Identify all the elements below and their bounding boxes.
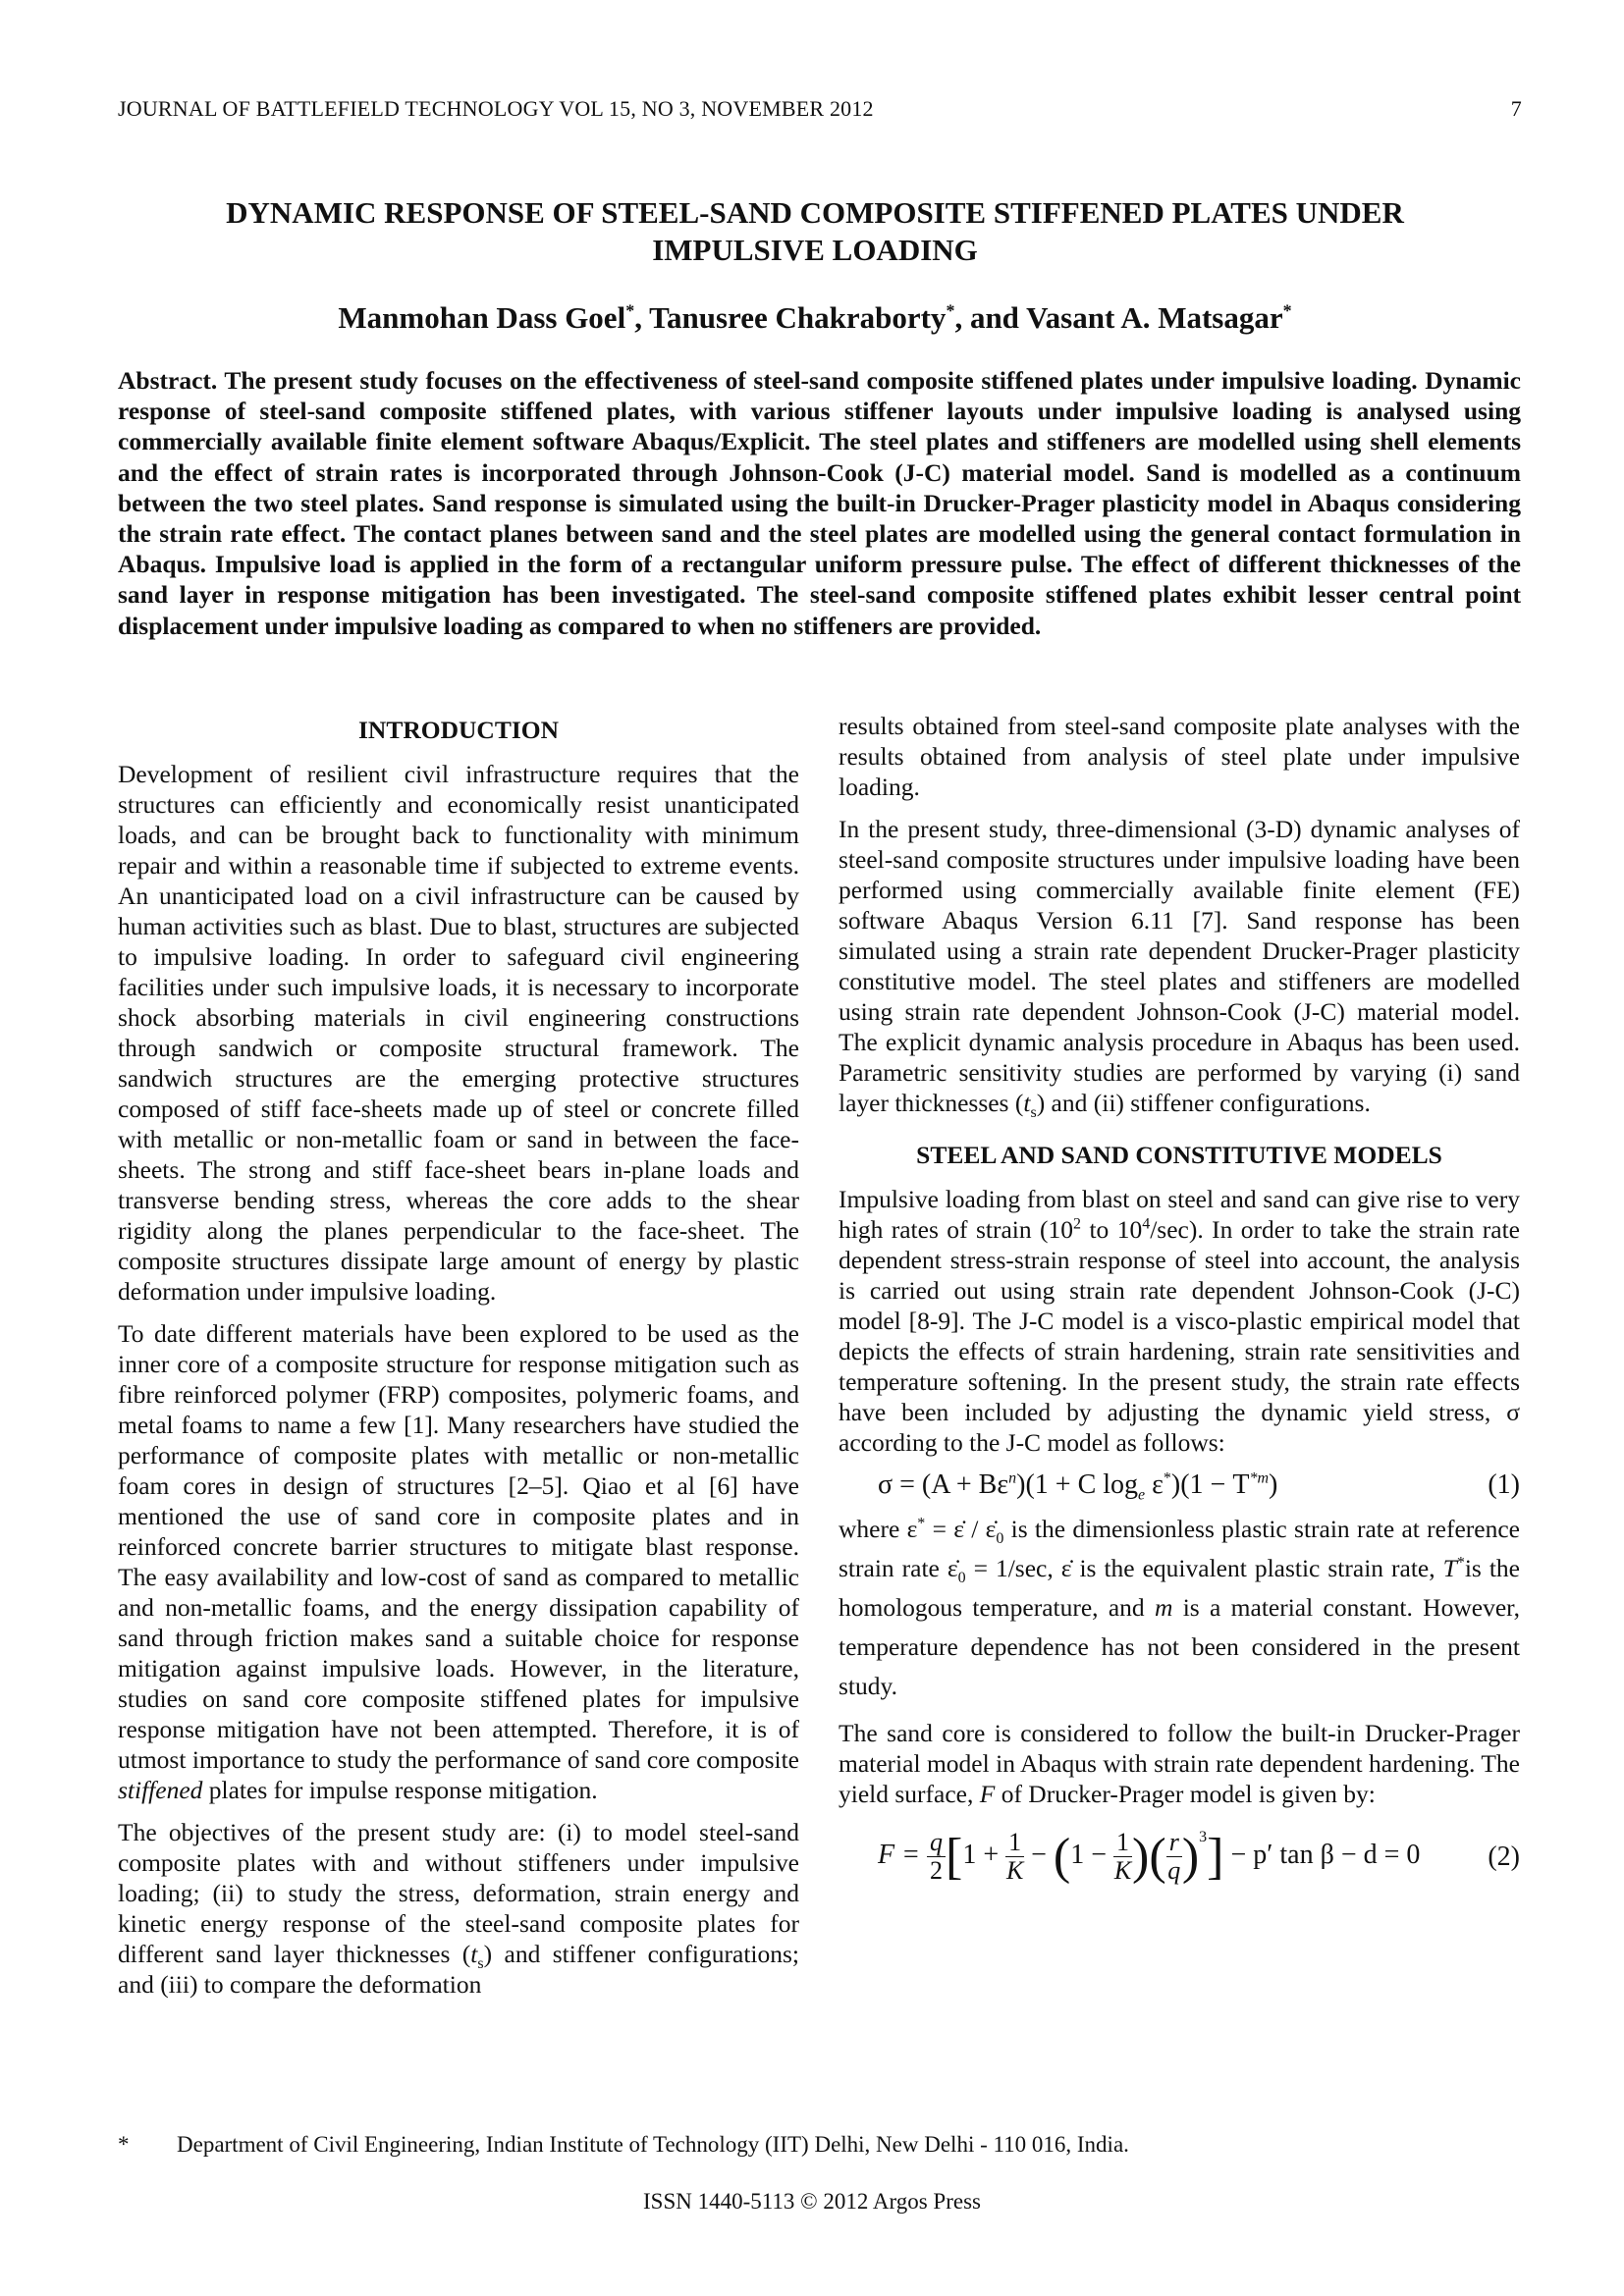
superscript: 4 (1142, 1215, 1151, 1233)
footnote-text: Department of Civil Engineering, Indian Institute of Technology (IIT) Delhi, New Delhi - 110 016, India. (177, 2132, 1129, 2157)
eq-part: 1 + (962, 1839, 1006, 1870)
subscript: 0 (996, 1530, 1004, 1548)
text: where ε (839, 1515, 918, 1543)
superscript: * (1456, 1554, 1465, 1572)
section-heading-constitutive-models: STEEL AND SAND CONSTITUTIVE MODELS (916, 1141, 1442, 1169)
denominator: K (1113, 1856, 1132, 1885)
text: = 1/sec, ε̇ is the equivalent plastic strain rate, (965, 1554, 1443, 1582)
text: plates for impulse response mitigation. (202, 1776, 598, 1804)
page-number: 7 (1510, 96, 1522, 121)
eq-part: 1 − (1070, 1839, 1114, 1870)
author: Vasant A. Matsagar (1026, 300, 1283, 335)
numerator: r (1166, 1829, 1182, 1857)
exponent: 3 (1199, 1828, 1208, 1845)
fraction (1166, 1829, 1182, 1885)
text: to 10 (1081, 1215, 1143, 1244)
eq-part: − (1024, 1839, 1054, 1870)
denominator: 2 (930, 1856, 943, 1885)
text: is the dimensionless plastic strain rate at reference strain rate ε̇ (839, 1515, 1520, 1582)
symbol: t (470, 1940, 478, 1968)
text: To date different materials have been explored to be used as the inner core of a composite structure for response mitigation such as fibre reinforced polymer (FRP) composites, polymeric foams, and metal foams to name a few [1]. Many researchers have studied the performance of composite plates with metallic or non-metallic foam cores in design of structures [2–5]. Qiao et al [6] have mentioned the use of sand core in composite plates and in reinforced concrete barrier structures to mitigate blast response. The easy availability and low-cost of sand as compared to metallic and non-metallic foams, and the energy dissipation capability of sand through friction makes sand a suitable choice for response mitigation against impulsive loads. However, in the literature, studies on sand core composite stiffened plates for impulsive response mitigation have not been attempted. Therefore, it is of utmost importance to study the performance of sand core composite (118, 1319, 799, 1774)
numerator: 1 (1113, 1829, 1132, 1857)
text: is a material constant. However, temperature dependence has not been considered in the present study. (839, 1593, 1520, 1700)
fraction (1005, 1829, 1024, 1885)
paragraph (118, 1318, 799, 1805)
paragraph (839, 1718, 1520, 1809)
paragraph (839, 1184, 1520, 1458)
paragraph (839, 1510, 1520, 1706)
footnote (118, 2132, 1129, 2158)
eq-part: ε (1145, 1469, 1164, 1500)
issn-footer: ISSN 1440-5113 © 2012 Argos Press (643, 2189, 981, 2214)
text: = ε̇ / ε̇ (925, 1515, 997, 1543)
symbol: F (979, 1780, 996, 1808)
paragraph: results obtained from steel-sand composite plate analyses with the results obtained from analysis of steel plate under impulsive loading. (839, 712, 1520, 801)
abstract: Abstract. The present study focuses on the effectiveness of steel-sand composite stiffened plates under impulsive loading. Dynamic response of steel-sand composite stiffened plates, with various stiffener layouts under impulsive loading is analysed using commercially available finite element software Abaqus/Explicit. The steel plates and stiffeners are modelled using shell elements and the effect of strain rates is incorporated through Johnson-Cook (J-C) material model. Sand is modelled as a continuum between the two steel plates. Sand response is simulated using the built-in Drucker-Prager plasticity model in Abaqus considering the strain rate effect. The contact planes between sand and the steel plates are modelled using the general contact formulation in Abaqus. Impulsive load is applied in the form of a rectangular uniform pressure pulse. The effect of different thicknesses of the sand layer in response mitigation has been investigated. The steel-sand composite stiffened plates exhibit lesser central point displacement under impulsive loading as compared to when no stiffeners are provided. (118, 366, 1521, 640)
footnote-mark: * (118, 2132, 130, 2157)
text: of Drucker-Prager model is given by: (995, 1780, 1376, 1808)
journal-name: JOURNAL OF BATTLEFIELD TECHNOLOGY VOL 15, NO 3, NOVEMBER 2012 (118, 96, 874, 121)
equation-body (878, 1469, 1278, 1504)
equation-1 (839, 1469, 1520, 1504)
right-column (839, 711, 1520, 1895)
eq-part: )(1 + C log (1016, 1469, 1139, 1500)
denominator: q (1167, 1856, 1181, 1885)
fraction (927, 1829, 946, 1885)
fraction (1113, 1829, 1132, 1885)
separator: , and (954, 300, 1027, 335)
superscript: * (917, 1515, 926, 1532)
separator: , (634, 300, 650, 335)
symbol: T (1442, 1554, 1457, 1582)
left-column (118, 711, 799, 2011)
emphasis: stiffened (118, 1776, 203, 1804)
numerator: 1 (1005, 1829, 1024, 1857)
text: The sand core is considered to follow the built-in Drucker-Prager material model in Abaqus with strain rate dependent hardening. The yield surface, (839, 1719, 1520, 1808)
section-heading-introduction: INTRODUCTION (357, 716, 560, 744)
text: /sec). In order to take the strain rate dependent stress-strain response of steel into account, the analysis is carried out using strain rate dependent Johnson-Cook (J-C) model [8-9]. The J-C model is a visco-plastic empirical model that depicts the effects of strain hardening, strain rate sensitivities and temperature softening. In the present study, the strain rate effects have been included by adjusting the dynamic yield stress, σ according to the J-C model as follows: (839, 1215, 1520, 1457)
equation-2 (839, 1829, 1520, 1885)
affiliation-mark: * (1282, 300, 1292, 321)
eq-part: F = (878, 1839, 927, 1870)
text: The objectives of the present study are: (i) to model steel-sand composite plates with and without stiffeners under impulsive loading; (ii) to study the stress, deformation, strain energy and kinetic energy response of the steel-sand composite plates for different sand layer thicknesses ( (118, 1818, 799, 1968)
denominator: K (1005, 1856, 1024, 1885)
text: is the homologous temperature, and (839, 1554, 1520, 1622)
text: ) and (ii) stiffener configurations. (1036, 1089, 1371, 1117)
running-header (118, 96, 1522, 122)
paragraph (839, 814, 1520, 1122)
author: Manmohan Dass Goel (338, 300, 626, 335)
equation-body: F = $\frac{q}{2}$ [1 + $\frac{1}{K}$ − (1 − $\frac{1}{K}$ )( $\frac{r}{q}$ )$^3$] − p′ tan β − d = 0 (878, 1828, 1421, 1885)
eq-part: * (1163, 1469, 1171, 1487)
affiliation-mark: * (946, 300, 955, 321)
text: Impulsive loading from blast on steel and sand can give rise to very high rates of strain (10 (839, 1185, 1520, 1244)
eq-part: (A + Bε (921, 1469, 1009, 1500)
eq-part: e (1138, 1486, 1146, 1504)
eq-part: n (1008, 1469, 1017, 1487)
text: ) and stiffener configurations; and (iii) to compare the deformation (118, 1940, 800, 1999)
paragraph: Development of resilient civil infrastructure requires that the structures can efficiently and economically resist unanticipated loads, and can be brought back to functionality with minimum repair and within a reasonable time if subjected to extreme events. An unanticipated load on a civil infrastructure can be caused by human activities such as blast. Due to blast, structures are subjected to impulsive loading. In order to safeguard civil engineering facilities under such impulsive loads, it is necessary to incorporate shock absorbing materials in civil engineering constructions through sandwich or composite structural framework. The sandwich structures are the emerging protective structures composed of stiff face-sheets made up of steel or concrete filled with metallic or non-metallic foam or sand in between the face-sheets. The strong and stiff face-sheet bears in-plane loads and transverse bending stress, whereas the core adds to the shear rigidity along the planes perpendicular to the face-sheet. The composite structures dissipate large amount of energy by plastic deformation under impulsive loading. (118, 760, 799, 1306)
paper-title: DYNAMIC RESPONSE OF STEEL-SAND COMPOSITE STIFFENED PLATES UNDER IMPULSIVE LOADING (226, 195, 1404, 267)
eq-part: − p′ tan β − d = 0 (1223, 1839, 1421, 1870)
subscript: s (477, 1955, 484, 1973)
numerator: q (927, 1829, 946, 1857)
equation-number: (1) (1488, 1469, 1520, 1500)
subscript: 0 (957, 1570, 966, 1587)
superscript: 2 (1073, 1215, 1082, 1233)
eq-part: )(1 − T (1170, 1469, 1250, 1500)
paragraph (118, 1817, 799, 2000)
symbol: m (1154, 1593, 1173, 1622)
eq-part: ) (1269, 1469, 1278, 1500)
eq-part: *m (1249, 1469, 1270, 1487)
affiliation-mark: * (625, 300, 635, 321)
equation-number: (2) (1488, 1842, 1520, 1872)
text: In the present study, three-dimensional (3-D) dynamic analyses of steel-sand composite structures under impulsive loading have been performed using commercially available finite element (FE) software Abaqus Version 6.11 [7]. Sand response has been simulated using a strain rate dependent Drucker-Prager plasticity constitutive model. The steel plates and stiffeners are modelled using strain rate dependent Johnson-Cook (J-C) material model. The explicit dynamic analysis procedure in Abaqus has been used. Parametric sensitivity studies are performed by varying (i) sand layer thicknesses ( (839, 815, 1520, 1117)
symbol: t (1023, 1089, 1031, 1117)
author-list (118, 300, 1512, 336)
author: Tanusree Chakraborty (649, 300, 947, 335)
eq-part: σ = (878, 1469, 922, 1500)
subscript: s (1030, 1104, 1037, 1122)
